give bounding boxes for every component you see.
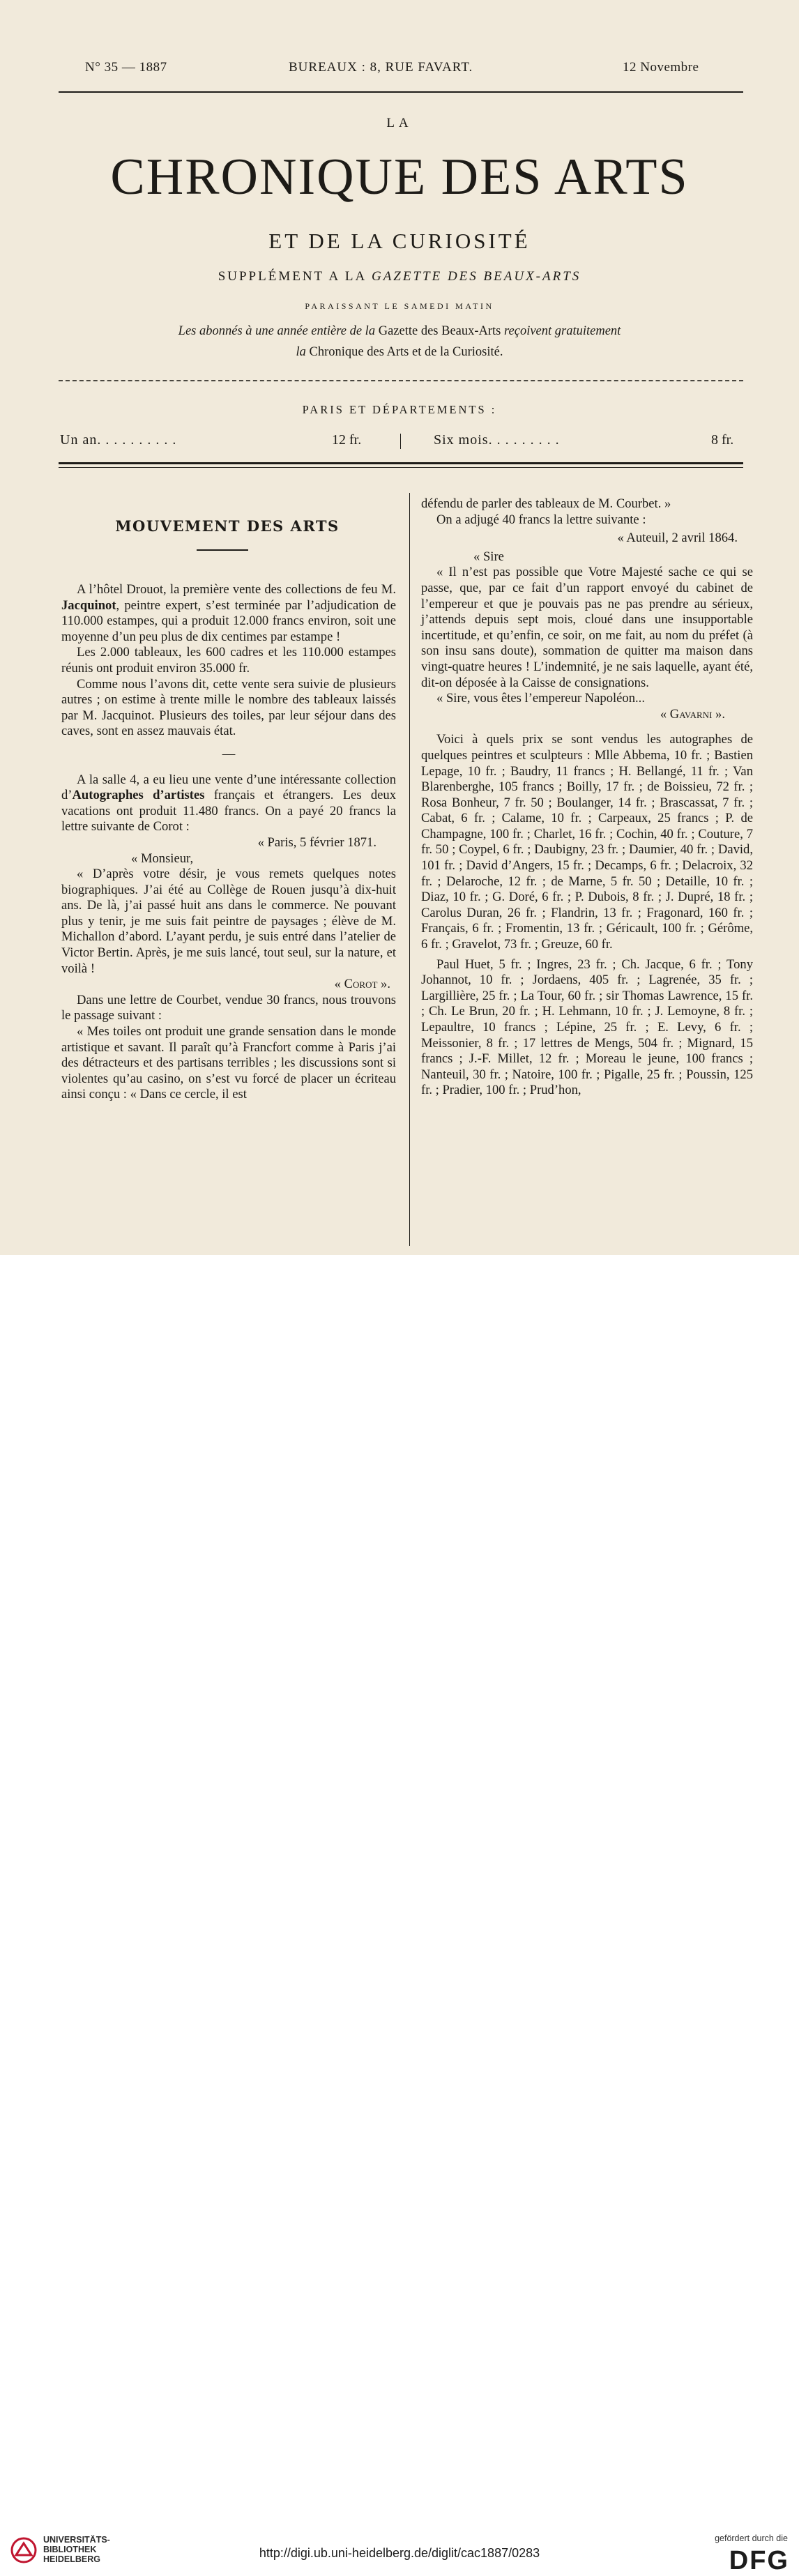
gavarni-letter-place: « Auteuil, 2 avril 1864. [617,531,738,546]
paragraph-tableaux: Les 2.000 tableaux, les 600 cadres et les 110.000 estampes réunis ont produit environ 35.000 fr. [61,645,396,676]
supplement-line [0,269,799,284]
masthead-article: LA [386,116,413,130]
masthead-subtitle: ET DE LA CURIOSITÉ [268,229,531,253]
subscriber-notice-line2: la Chronique des Arts et de la Curiosité. [296,345,503,359]
courbet-quote-end: défendu de parler des tableaux de M. Courbet. » [421,496,671,511]
corot-letter-salutation: « Monsieur, [131,851,194,866]
office-address: BUREAUX : 8, RUE FAVART. [289,60,473,75]
subscription-heading: PARIS ET DÉPARTEMENTS : [302,403,497,416]
half-year-subscription-label: Six mois. . . . . . . . . [434,432,560,448]
header-rule [59,91,743,93]
paragraph-drouot: A l’hôtel Drouot, la première vente des collections de feu M. Jacquinot, peintre expert, s’est terminée par l’adjudication de 110.000 estampes, qui a produit 12.000 francs environ, soit une moyenne d’un peu plus de dix centimes par estampe ! [61,582,396,644]
issue-number: N° 35 — 1887 [85,60,167,75]
name-jacquinot: Jacquinot [61,597,116,613]
left-column [61,582,396,1103]
section-title-rule [197,549,248,551]
gavarni-letter-close: « Sire, vous êtes l’empereur Napoléon... [436,691,645,706]
paragraph-courbet: Dans une lettre de Courbet, vendue 30 francs, nous trouvons le passage suivant : [61,992,396,1023]
dfg-logo: DFG [729,2546,789,2575]
digital-copy-url[interactable]: http://digi.ub.uni-heidelberg.de/diglit/cac1887/0283 [259,2546,540,2560]
corot-letter-body: « D’après votre désir, je vous remets quelques notes biographiques. J’ai été au Collège de Rouen jusqu’à dix-huit ans. De là, j’ai passé huit ans dans le commerce. Ne pouvant plus y tenir, je me suis fait peintre de paysages ; élève de M. Michallon d’abord. L’ayant perdu, je suis entré dans l’atelier de Victor Bertin. Après, je me suis lancé, tout seul, sur la nature, et voilà ! [61,867,396,976]
supplement-gazette-title: GAZETTE DES BEAUX-ARTS [371,269,581,284]
autographes-heading: Autographes d’artistes [72,788,205,803]
publication-frequency: PARAISSANT LE SAMEDI MATIN [305,301,494,311]
half-year-subscription-price: 8 fr. [711,432,734,448]
university-library-name: UNIVERSITÄTS- BIBLIOTHEK HEIDELBERG [43,2535,110,2564]
section-title: MOUVEMENT DES ARTS [115,517,340,535]
paragraph-autographes: A la salle 4, a eu lieu une vente d’une intéressante collection d’Autographes d’artistes français et étrangers. Les deux vacations ont produit 11.480 francs. On a payé 20 francs la lettre suivante de Corot : [61,772,396,834]
gavarni-letter-salutation: « Sire [473,549,504,564]
year-subscription-price: 12 fr. [332,432,362,448]
corot-letter-place: « Paris, 5 février 1871. [257,834,376,850]
masthead-title: CHRONIQUE DES ARTS [110,148,689,206]
right-column [421,496,753,1099]
courbet-quote: « Mes toiles ont produit une grande sensation dans le monde artistique et savant. Il paraît qu’à Francfort comme à Paris j’ai des détracteurs et des partisans terribles ; les discussions sont si violentes qu’au casino, on s’est vu forcé de placer un écriteau ainsi conçu : « Dans ce cercle, il est [61,1024,396,1102]
issue-date: 12 Novembre [623,60,699,75]
supplement-prefix: SUPPLÉMENT A LA [218,269,367,284]
year-subscription-label: Un an. . . . . . . . . . [60,432,177,448]
newspaper-page [0,0,799,1255]
gavarni-letter-body: « Il n’est pas possible que Votre Majesté sache ce qui se passe, que, par ce fait d’un rapport envoyé du cabinet de l’empereur et que je pouvais pas ne pas prendre au sérieux, j’attends depuis sept mois, cloué dans une insupportable incertitude, et qu’enfin, ce soir, on me fait, au nom du préfet (à son insu sans doute), sommation de quitter ma maison dans vingt-quatre heures ! L’indemnité, je ne sais laquelle, ayant été, dit-on déposée à la Caisse de consignations. [421,565,753,690]
price-divider [400,434,401,449]
paragraph-autograph-prices-continued: Paul Huet, 5 fr. ; Ingres, 23 fr. ; Ch. Jacque, 6 fr. ; Tony Johannot, 10 fr. ; Jordaens, 405 fr. ; Lagrenée, 35 fr. ; Largillière, 25 fr. ; La Tour, 60 fr. ; sir Thomas Lawrence, 15 fr. ; Ch. Le Brun, 20 fr. ; H. Lehmann, 10 fr. ; J. Lemoyne, 8 fr. ; Lepaultre, 10 francs ; Lépine, 25 fr. ; E. Levy, 6 fr. ; Meissonier, 8 fr. ; 17 lettres de Mengs, 504 fr. ; Mignard, 15 francs ; J.-F. Millet, 12 fr. ; Moreau le jeune, 100 francs ; Nanteuil, 30 fr. ; Natoire, 100 fr. ; Pigalle, 25 fr. ; Poussin, 125 fr. ; Pradier, 100 fr. ; Prud’hon, [421,957,753,1098]
section-separator: — [222,746,236,761]
subscription-rule-1 [59,462,743,464]
subscription-rule-2 [59,467,743,468]
masthead-rule [59,380,743,381]
subscriber-notice-line1: Les abonnés à une année entière de la Gazette des Beaux-Arts reçoivent gratuitement [178,324,621,338]
column-divider [409,493,410,1246]
paragraph-gavarni-intro: On a adjugé 40 francs la lettre suivante : [436,512,646,527]
corot-signature: « Corot ». [334,977,390,992]
funding-note: gefördert durch die [715,2533,788,2543]
paragraph-autograph-prices: Voici à quels prix se sont vendus les autographes de quelques peintres et sculpteurs : Mlle Abbema, 10 fr. ; Bastien Lepage, 10 fr. ; Baudry, 11 francs ; H. Bellangé, 11 fr. ; Van Blarenberghe, 105 francs ; Boilly, 17 fr. ; de Boissieu, 72 fr. ; Rosa Bonheur, 7 fr. 50 ; Boulanger, 14 fr. ; Brascassat, 7 fr. ; Cabat, 6 fr. ; Calame, 10 fr. ; Carpeaux, 25 francs ; P. de Champagne, 100 fr. ; Charlet, 16 fr. ; Cochin, 40 fr. ; Couture, 7 fr. 50 ; Coypel, 6 fr. ; Daubigny, 23 fr. ; Daumier, 40 fr. ; David, 101 fr. ; David d’Angers, 15 fr. ; Decamps, 6 fr. ; Delacroix, 32 fr. ; Delaroche, 12 fr. ; de Marne, 5 fr. 50 ; Detaille, 10 fr. ; Diaz, 10 fr. ; G. Doré, 6 fr. ; P. Dubois, 8 fr. ; J. Dupré, 18 fr. ; Carolus Duran, 26 fr. ; Flandrin, 13 fr. ; Fragonard, 160 fr. ; Français, 6 fr. ; Fromentin, 13 fr. ; Géricault, 100 fr. ; Gérôme, 6 fr. ; Gravelot, 73 fr. ; Greuze, 60 fr. [421,732,753,952]
digitization-footer [0,1255,799,2575]
gavarni-signature: « Gavarni ». [660,706,725,722]
paragraph-vente-suivie: Comme nous l’avons dit, cette vente sera suivie de plusieurs autres ; on estime à trente mille le nombre des tableaux laissés par M. Jacquinot. Plusieurs des toiles, par leur séjour dans des caves, sont en assez mauvais état. [61,676,396,739]
